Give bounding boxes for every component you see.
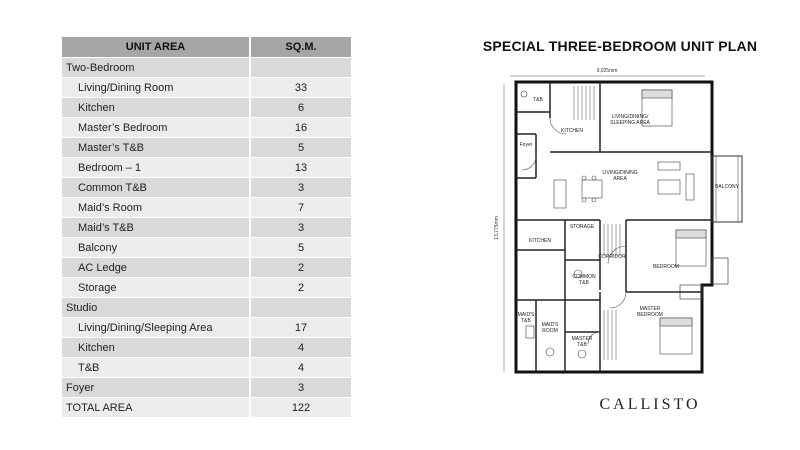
sqm-cell: 122 [250,398,351,418]
corridor-label: CORRIDOR [598,254,626,260]
sqm-header: SQ.M. [250,37,351,58]
table-row [62,238,351,258]
sqm-cell: 33 [250,78,351,98]
studio-tb-label: T&B [533,97,543,103]
sqm-cell: 2 [250,278,351,298]
table-row [62,378,351,398]
sqm-cell: 17 [250,318,351,338]
unit-area-cell: Living/Dining/Sleeping Area [62,318,250,338]
master-tb-label-2: T&B [577,342,587,348]
sqm-cell: 3 [250,218,351,238]
table-row [62,178,351,198]
sqm-cell [250,58,351,78]
sqm-cell: 4 [250,358,351,378]
table-row [62,218,351,238]
studio-kitchen-label: KITCHEN [561,128,583,134]
living-dining-label-1: LIVING/DINING [602,170,638,176]
sqm-cell: 16 [250,118,351,138]
table-row [62,98,351,118]
unit-area-cell: Two-Bedroom [62,58,250,78]
unit-area-cell: Bedroom – 1 [62,158,250,178]
sqm-cell: 5 [250,138,351,158]
sqm-cell: 4 [250,338,351,358]
common-tb-label-2: T&B [579,280,589,286]
common-tb-label-1: COMMON [572,274,596,280]
furniture [521,90,706,358]
master-bedroom-label-2: BEDROOM [637,312,663,318]
table-header-row [62,37,351,58]
unit-area-cell: Foyer [62,378,250,398]
height-dimension: 13,775mm [494,216,500,240]
floor-plan [490,60,750,390]
table-row [62,118,351,138]
balcony-label: BALCONY [715,184,739,190]
table-row [62,358,351,378]
sqm-cell: 2 [250,258,351,278]
unit-area-cell: Storage [62,278,250,298]
unit-area-cell: Common T&B [62,178,250,198]
sqm-cell: 6 [250,98,351,118]
table-row [62,278,351,298]
plan-title: SPECIAL THREE-BEDROOM UNIT PLAN [482,38,758,54]
studio-living-label-2: SLEEPING AREA [610,120,650,126]
maids-tb-label-1: MAID'S [517,312,535,318]
table-row [62,198,351,218]
ac-ledges [680,258,728,299]
unit-area-cell: Kitchen [62,98,250,118]
maids-tb-label-2: T&B [521,318,531,324]
table-row [62,158,351,178]
table-row [62,258,351,278]
maids-room-label-2: ROOM [542,328,558,334]
table-row [62,318,351,338]
maids-room-label-1: MAID'S [541,322,559,328]
master-tb-label-1: MASTER [571,336,593,342]
unit-area-cell: Master’s Bedroom [62,118,250,138]
unit-area-cell: AC Ledge [62,258,250,278]
unit-area-cell: Studio [62,298,250,318]
sqm-cell [250,298,351,318]
unit-area-cell: Living/Dining Room [62,78,250,98]
kitchen-label: KITCHEN [529,238,551,244]
sqm-cell: 7 [250,198,351,218]
sqm-cell: 3 [250,378,351,398]
studio-living-label-1: LIVING/DINING/ [611,114,649,120]
unit-area-cell: Balcony [62,238,250,258]
table-row [62,398,351,418]
table-row [62,338,351,358]
sqm-cell: 13 [250,158,351,178]
master-bedroom-label-1: MASTER [639,306,661,312]
foyer-label: Foyer [519,142,533,148]
unit-area-cell: Master’s T&B [62,138,250,158]
table-row [62,78,351,98]
bedroom-label: BEDROOM [653,264,679,270]
unit-area-cell: TOTAL AREA [62,398,250,418]
width-dimension: 9,025mm [596,68,618,74]
living-dining-label-2: AREA [613,176,627,182]
callisto-logo: CALLISTO [599,396,701,413]
unit-area-header: UNIT AREA [62,37,250,58]
unit-area-cell: Maid’s Room [62,198,250,218]
sqm-cell: 3 [250,178,351,198]
unit-area-cell: Maid’s T&B [62,218,250,238]
table-row [62,138,351,158]
sqm-cell: 5 [250,238,351,258]
storage-label: STORAGE [569,224,595,230]
unit-area-table [62,37,351,418]
table-row [62,58,351,78]
unit-area-cell: Kitchen [62,338,250,358]
unit-area-cell: T&B [62,358,250,378]
table-row [62,298,351,318]
